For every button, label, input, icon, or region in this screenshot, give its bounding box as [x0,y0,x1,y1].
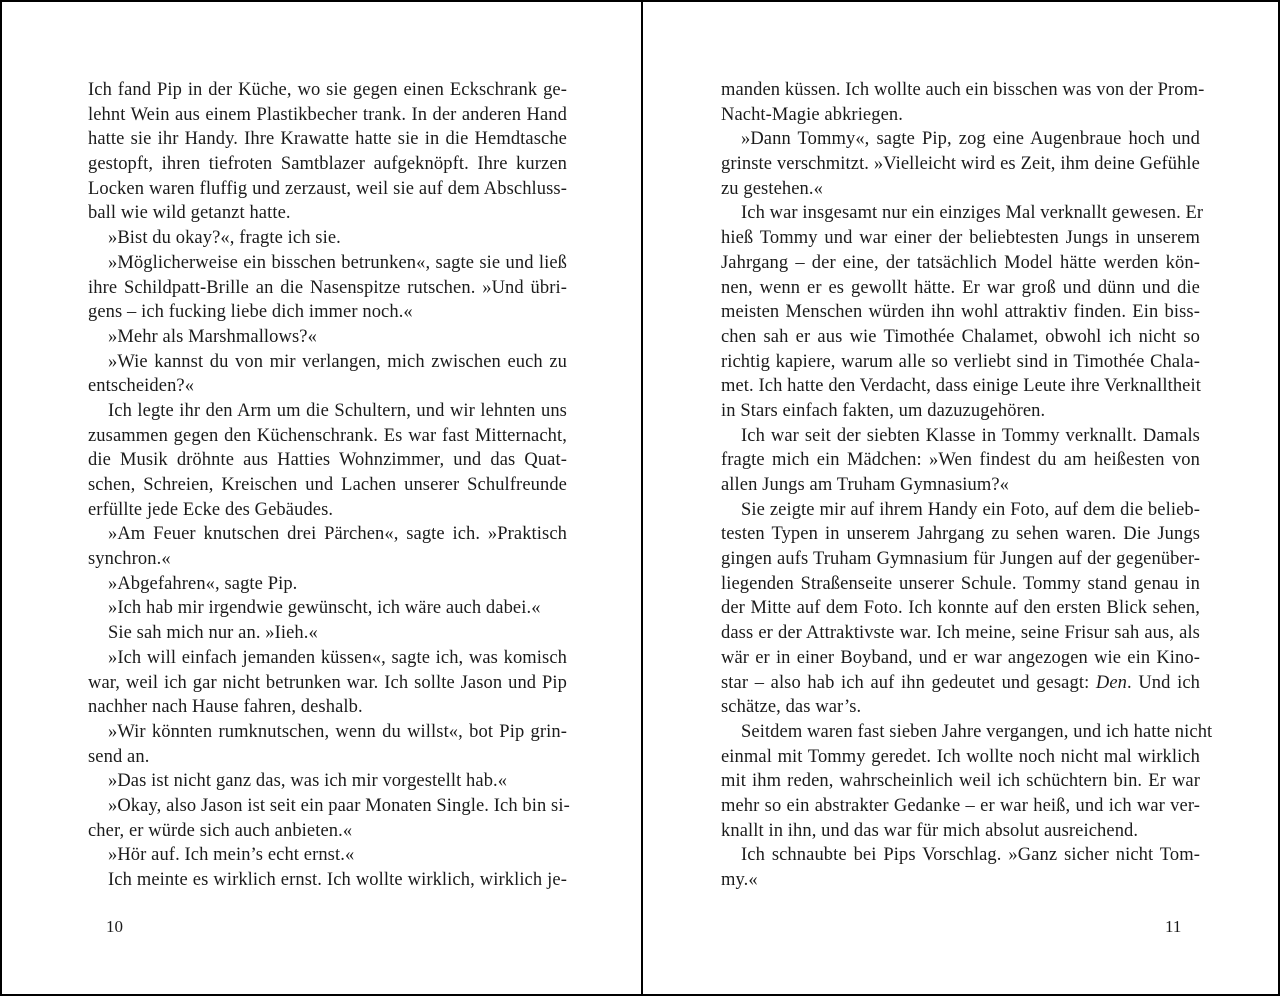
text-line: Ich fand Pip in der Küche, wo sie gegen einen Eckschrank ge- [88,80,567,100]
text-line: gens – ich fucking liebe dich immer noch.« [88,302,413,323]
text-line: war, weil ich gar nicht betrunken war. Ich sollte Jason und Pip [88,672,567,693]
text-line: »Am Feuer knutschen drei Pärchen«, sagte ich. »Praktisch [108,524,567,545]
text-line: zusammen gegen den Küchenschrank. Es war fast Mitternacht, [88,425,567,446]
text-line: »Abgefahren«, sagte Pip. [108,573,298,594]
text-line: gestopft, ihren tiefroten Samtblazer aufgeknöpft. Ihre kurzen [88,154,567,175]
text-line: Locken waren fluffig und zerzaust, weil sie auf dem Abschluss- [88,178,567,199]
text-line: »Bist du okay?«, fragte ich sie. [108,228,341,249]
text-line: knallt in ihn, und das war für mich absolut ausreichend. [721,820,1139,841]
text-line: »Mehr als Marshmallows?« [108,326,317,347]
text-line: nachher nach Hause fahren, deshalb. [88,697,363,718]
text-line: dass er der Attraktivste war. Ich meine, seine Frisur sah aus, als [721,623,1200,644]
text-line: schen, Schreien, Kreischen und Lachen unserer Schulfreunde [88,475,567,495]
text-line: »Möglicherweise ein bisschen betrunken«, sagte sie und ließ [108,252,567,273]
text-line: met. Ich hatte den Verdacht, dass einige Leute ihre Verknalltheit [721,376,1201,397]
text-line: »Wie kannst du von mir verlangen, mich zwischen euch zu [108,351,567,372]
text-line: chen sah er aus wie Timothée Chalamet, obwohl ich nicht so [721,326,1200,347]
text-line: meisten Menschen würden ihn wohl attraktiv finden. Ein biss- [721,302,1200,323]
text-line: Sie sah mich nur an. »Iieh.« [108,623,318,644]
text-line: grinste verschmitzt. »Vielleicht wird es Zeit, ihm deine Gefühle [721,154,1200,175]
text-line: einmal mit Tommy geredet. Ich wollte noch nicht mal wirklich [721,746,1200,767]
page-number-right: 11 [1165,917,1182,936]
text-line: Sie zeigte mir auf ihrem Handy ein Foto, auf dem die belieb- [741,499,1200,520]
text-line: liegenden Straßenseite unserer Schule. Tommy stand genau in [721,573,1200,594]
text-line: cher, er würde sich auch anbieten.« [88,820,353,841]
page-left-text [88,78,570,893]
page-divider [641,2,643,996]
text-line: Ich war seit der siebten Klasse in Tommy verknallt. Damals [741,425,1200,446]
text-line: erfüllte jede Ecke des Gebäudes. [88,499,334,520]
text-line: lehnt Wein aus einem Plastikbecher trank. In der anderen Hand [88,104,567,125]
text-line: gingen aufs Truham Gymnasium für Jungen auf der gegenüber- [721,549,1200,570]
text-line: Ich schnaubte bei Pips Vorschlag. »Ganz sicher nicht Tom- [741,845,1200,866]
text-line: Ich legte ihr den Arm um die Schultern, und wir lehnten uns [108,400,567,421]
text-line: schätze, das war’s. [721,697,862,718]
text-line: »Das ist nicht ganz das, was ich mir vorgestellt hab.« [108,771,508,792]
text-line: Ich meinte es wirklich ernst. Ich wollte wirklich, wirklich je- [108,870,567,890]
text-line: wär er in einer Boyband, und er war angezogen wie ein Kino- [721,647,1200,668]
text-line: »Hör auf. Ich mein’s echt ernst.« [108,845,355,866]
text-line: mehr so ein abstrakter Gedanke – er war heiß, und ich war ver- [721,795,1200,816]
text-line: »Wir könnten rumknutschen, wenn du willst«, bot Pip grin- [108,721,567,742]
text-line: Nacht-Magie abkriegen. [721,104,903,125]
text-line: Jahrgang – der eine, der tatsächlich Model hätte werden kön- [721,252,1200,273]
text-line: hieß Tommy und war einer der beliebtesten Jungs in unserem [721,228,1200,249]
text-line: nen, wenn er es gewollt hätte. Er war groß und dünn und die [721,277,1200,298]
text-line: my.« [721,870,758,890]
text-line: ball wie wild getanzt hatte. [88,203,291,224]
page-number-left: 10 [106,917,123,936]
text-line: »Okay, also Jason ist seit ein paar Monaten Single. Ich bin si- [108,795,570,816]
text-line: »Ich hab mir irgendwie gewünscht, ich wäre auch dabei.« [108,598,541,619]
text-line: richtig kapiere, warum alle so verliebt sind in Timothée Chala- [721,351,1200,372]
text-line: Ich war insgesamt nur ein einziges Mal verknallt gewesen. Er [741,203,1204,224]
text-line: testen Typen in unserem Jahrgang zu sehen waren. Die Jungs [721,524,1200,545]
text-line: synchron.« [88,549,171,570]
text-line: hatte sie ihr Handy. Ihre Krawatte hatte sie in die Hemdtasche [88,129,567,150]
text-line: star – also hab ich auf ihn gedeutet und gesagt: Den. Und ich [721,672,1200,693]
text-line: ihre Schildpatt-Brille an die Nasenspitze rutschen. »Und übri- [88,277,567,298]
text-line: die Musik dröhnte aus Hatties Wohnzimmer, und das Quat- [88,450,567,471]
text-line: zu gestehen.« [721,178,823,199]
text-line: »Dann Tommy«, sagte Pip, zog eine Augenbraue hoch und [741,129,1200,150]
text-line: manden küssen. Ich wollte auch ein bisschen was von der Prom- [721,80,1205,100]
text-line: fragte mich ein Mädchen: »Wen findest du am heißesten von [721,450,1200,471]
text-line: allen Jungs am Truham Gymnasium?« [721,475,1009,495]
text-line: der Mitte auf dem Foto. Ich konnte auf den ersten Blick sehen, [721,598,1200,619]
text-line: entscheiden?« [88,376,195,397]
text-line: send an. [88,746,150,767]
page-right-text [721,78,1213,893]
text-line: in Stars einfach fakten, um dazuzugehören. [721,400,1046,421]
text-line: »Ich will einfach jemanden küssen«, sagte ich, was komisch [108,647,567,668]
text-line: mit ihm reden, wahrscheinlich weil ich schüchtern bin. Er war [721,771,1200,792]
text-line: Seitdem waren fast sieben Jahre vergangen, und ich hatte nicht [741,721,1213,742]
